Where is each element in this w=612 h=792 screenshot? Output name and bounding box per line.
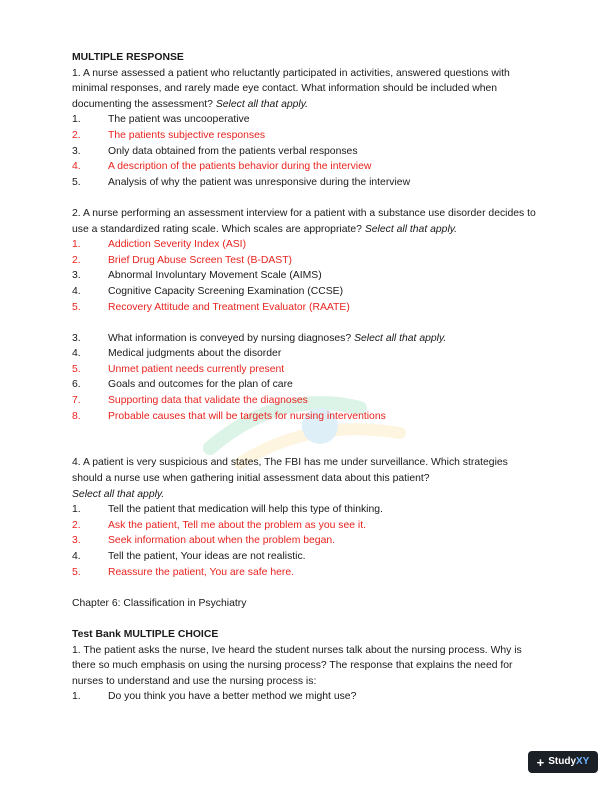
brand-name-a: Study (548, 756, 577, 768)
answer-option-correct (72, 362, 538, 378)
option-number: 1. (72, 114, 81, 126)
option-number: 6. (72, 379, 81, 391)
option-number: 7. (72, 395, 81, 407)
brand-name-b: XY (576, 756, 590, 768)
chapter-title: Chapter 6: Classification in Psychiatry (72, 597, 247, 609)
option-number: 1. (72, 239, 81, 251)
option-text: Cognitive Capacity Screening Examination (CCSE) (108, 285, 344, 297)
option-number: 4. (72, 161, 81, 173)
option-number: 4. (72, 285, 81, 297)
answer-option-correct (72, 533, 538, 549)
option-number: 3. (72, 535, 81, 547)
question-text: 2. A nurse performing an assessment interview for a patient with a substance use disorder decides to use a standardized rating scale. Which scales are appropriate? (72, 207, 536, 235)
question-1-options (72, 112, 538, 190)
option-number: 5. (72, 176, 81, 188)
option-number: 1. (72, 691, 81, 703)
option-text: Tell the patient that medication will help this type of thinking. (108, 504, 383, 516)
option-text: Goals and outcomes for the plan of care (108, 379, 293, 391)
question-4-options (72, 502, 538, 580)
option-number: 2. (72, 129, 81, 141)
answer-option (72, 112, 538, 128)
question-1-stem (72, 66, 538, 113)
option-text: Only data obtained from the patients verbal responses (108, 145, 358, 157)
option-text: Ask the patient, Tell me about the problem as you see it. (108, 519, 366, 531)
question-instruction: Select all that apply. (354, 332, 447, 344)
question-3-options (72, 346, 538, 424)
question-number: 3. (72, 332, 81, 344)
answer-option-correct (72, 518, 538, 534)
question-4-instruction: Select all that apply. (72, 488, 165, 500)
question-text: 1. A nurse assessed a patient who reluctantly participated in activities, answered questions with minimal responses, and rarely made eye contact. What information should be included when documenting the assessment? (72, 67, 510, 110)
option-text: A description of the patients behavior during the interview (108, 161, 372, 173)
option-number: 1. (72, 504, 81, 516)
question-3-stem (72, 331, 538, 347)
mc-question-1-options (72, 689, 538, 705)
answer-option-correct (72, 128, 538, 144)
mc-question-1-stem: 1. The patient asks the nurse, Ive heard the student nurses talk about the nursing process. Why is there so much emphasis on using the nursing process? The response that explains the need for nurses to understand and use the nursing process is: (72, 644, 522, 687)
answer-option (72, 175, 538, 191)
question-instruction: Select all that apply. (215, 98, 309, 110)
option-text: Unmet patient needs currently present (108, 363, 285, 375)
answer-option-correct (72, 300, 538, 316)
option-text: Brief Drug Abuse Screen Test (B-DAST) (108, 254, 293, 266)
question-instruction: Select all that apply. (364, 223, 458, 235)
answer-option-correct (72, 409, 538, 425)
option-number: 4. (72, 348, 81, 360)
question-4-stem (72, 455, 538, 486)
section-heading-multiple-response: MULTIPLE RESPONSE (72, 52, 184, 63)
option-number: 2. (72, 254, 81, 266)
option-number: 3. (72, 145, 81, 157)
answer-option-correct (72, 565, 538, 581)
option-text: Tell the patient, Your ideas are not realistic. (108, 551, 306, 562)
option-text: The patients subjective responses (108, 129, 266, 141)
option-text: Recovery Attitude and Treatment Evaluator (RAATE) (108, 301, 350, 313)
option-number: 4. (72, 551, 81, 562)
option-number: 3. (72, 270, 81, 282)
option-text: Seek information about when the problem began. (108, 535, 336, 547)
answer-option (72, 549, 538, 565)
answer-option-correct (72, 253, 538, 269)
option-text: Medical judgments about the disorder (108, 348, 282, 360)
option-number: 5. (72, 363, 81, 375)
answer-option (72, 284, 538, 300)
option-text: Abnormal Involuntary Movement Scale (AIMS) (108, 270, 322, 282)
answer-option (72, 346, 538, 362)
option-text: Addiction Severity Index (ASI) (108, 239, 247, 251)
document-page (72, 50, 538, 705)
option-number: 2. (72, 519, 81, 531)
answer-option (72, 689, 538, 705)
plus-icon: + (536, 754, 545, 770)
section-heading-multiple-choice: Test Bank MULTIPLE CHOICE (72, 628, 219, 640)
option-text: Reassure the patient, You are safe here. (108, 566, 295, 578)
option-number: 5. (72, 566, 81, 578)
answer-option (72, 268, 538, 284)
question-2-options (72, 237, 538, 315)
answer-option (72, 377, 538, 393)
answer-option-correct (72, 237, 538, 253)
question-text: What information is conveyed by nursing diagnoses? (108, 332, 355, 344)
answer-option (72, 502, 538, 518)
answer-option-correct (72, 159, 538, 175)
option-number: 8. (72, 410, 81, 422)
option-text: The patient was uncooperative (108, 114, 250, 126)
question-2-stem (72, 206, 538, 237)
option-number: 5. (72, 301, 81, 313)
option-text: Supporting data that validate the diagnoses (108, 395, 308, 407)
studyxy-badge[interactable] (528, 751, 598, 773)
option-text: Analysis of why the patient was unresponsive during the interview (108, 176, 411, 188)
option-text: Probable causes that will be targets for nursing interventions (108, 410, 386, 422)
question-text: 4. A patient is very suspicious and states, The FBI has me under surveillance. Which strategies should a nurse use when gathering initial assessment data about this patient? (72, 457, 508, 485)
option-text: Do you think you have a better method we might use? (108, 691, 357, 703)
answer-option (72, 144, 538, 160)
answer-option-correct (72, 393, 538, 409)
